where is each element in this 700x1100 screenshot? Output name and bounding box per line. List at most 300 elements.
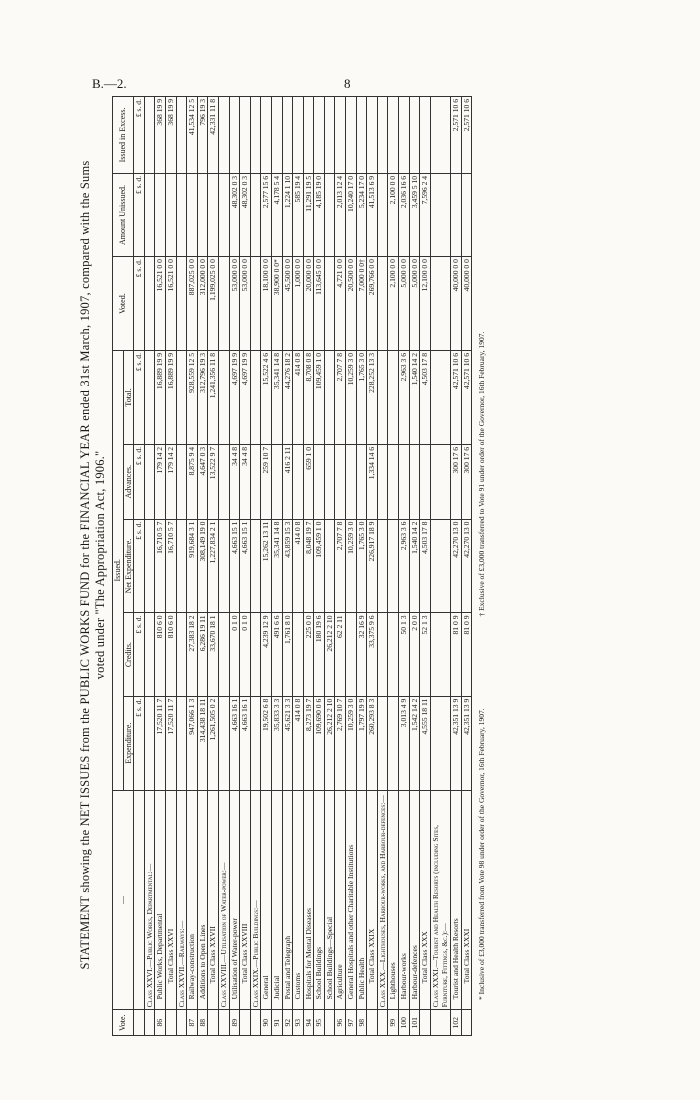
cell-unis: 3,459 5 10 (409, 173, 420, 256)
cell-cred: 225 0 0 (303, 613, 314, 696)
cell-cred: 2 0 0 (409, 613, 420, 696)
row-description: Utilisation of Water-power (229, 790, 240, 1010)
col-expenditure: Expenditure. (123, 696, 134, 790)
cell-exp (430, 696, 450, 790)
vote-number (176, 1010, 187, 1036)
cell-net (324, 519, 335, 613)
cell-exc (356, 97, 367, 174)
row-description: Total Class XXVI (165, 790, 176, 1010)
cell-net: 2,963 3 6 (399, 519, 410, 613)
page-reference: B.—2. (92, 76, 127, 91)
cell-exc (144, 97, 155, 174)
footnote-1: * Inclusive of £3,000 transferred from Vote 98 under order of the Governor, 16th February, 1907. (477, 708, 487, 1000)
cell-net: 16,710 5 7 (155, 519, 166, 613)
cell-unis (451, 173, 462, 256)
cell-exc (346, 97, 357, 174)
row-description: General Hospitals and other Charitable Institutions (346, 790, 357, 1010)
cell-exp (218, 696, 229, 790)
cell-adv (356, 444, 367, 519)
row-description: School Buildings—Special (324, 790, 335, 1010)
cell-voted: 5,000 0 0 (399, 257, 410, 351)
class-heading-row (377, 97, 388, 1036)
cell-tot: 928,559 12 5 (187, 351, 198, 445)
cell-adv (176, 444, 187, 519)
cell-cred: 180 19 6 (314, 613, 325, 696)
cell-net: 42,270 13 0 (451, 519, 462, 613)
footnote-2: † Exclusive of £3,000 transferred to Vote 91 under order of the Governor, 16th February, 1907. (477, 331, 487, 617)
cell-cred: 27,383 18 2 (187, 613, 198, 696)
cell-exc (250, 97, 261, 174)
cell-voted: 20,500 0 0 (346, 257, 357, 351)
table-row (303, 97, 314, 1036)
cell-tot (250, 351, 261, 445)
cell-voted: 5,000 0 0 (409, 257, 420, 351)
units-label: £ s. d. (134, 444, 145, 519)
units-label: £ s. d. (134, 613, 145, 696)
page-number: 8 (344, 76, 351, 91)
cell-tot: 109,459 1 0 (314, 351, 325, 445)
table-row (282, 97, 293, 1036)
cell-exp: 17,520 11 7 (155, 696, 166, 790)
cell-cred: 810 6 0 (165, 613, 176, 696)
cell-exc: 368 19 9 (165, 97, 176, 174)
cell-unis: 41,513 6 9 (367, 173, 378, 256)
cell-unis (187, 173, 198, 256)
cell-exp: 314,438 18 11 (197, 696, 208, 790)
cell-voted: 312,000 0 0 (197, 257, 208, 351)
table-row (261, 97, 272, 1036)
units-label: £ s. d. (134, 257, 145, 351)
cell-cred (176, 613, 187, 696)
row-description: Public Health (356, 790, 367, 1010)
row-description: School Buildings (314, 790, 325, 1010)
cell-exc (218, 97, 229, 174)
cell-exc: 42,331 11 8 (208, 97, 219, 174)
cell-unis: 10,240 17 0 (346, 173, 357, 256)
cell-cred: 50 1 3 (399, 613, 410, 696)
cell-cred: 0 1 0 (229, 613, 240, 696)
cell-adv (399, 444, 410, 519)
cell-voted: 4,721 0 0 (335, 257, 346, 351)
row-description: Lighthouses (388, 790, 399, 1010)
cell-unis (155, 173, 166, 256)
cell-unis: 48,302 0 3 (240, 173, 251, 256)
row-description: Additions to Open Lines (197, 790, 208, 1010)
cell-adv: 34 4 8 (229, 444, 240, 519)
cell-adv: 8,875 9 4 (187, 444, 198, 519)
cell-unis (144, 173, 155, 256)
cell-exp: 17,520 11 7 (165, 696, 176, 790)
cell-exc: 41,534 12 5 (187, 97, 198, 174)
table-row (451, 97, 462, 1036)
cell-net: 8,048 19 7 (303, 519, 314, 613)
cell-exp (144, 696, 155, 790)
row-description: Total Class XXVII (208, 790, 219, 1010)
cell-exp: 42,351 13 9 (461, 696, 472, 790)
cell-exp (176, 696, 187, 790)
cell-exc (282, 97, 293, 174)
cell-net: 1,765 3 0 (356, 519, 367, 613)
cell-net: 109,459 1 0 (314, 519, 325, 613)
row-description: Total Class XXX (420, 790, 431, 1010)
units-label: £ s. d. (134, 696, 145, 790)
statement-title (78, 90, 108, 1040)
cell-net: 4,663 15 1 (240, 519, 251, 613)
cell-net: 43,859 15 3 (282, 519, 293, 613)
cell-cred (346, 613, 357, 696)
table-row (409, 97, 420, 1036)
vote-number (218, 1010, 229, 1036)
units-label: £ s. d. (134, 97, 145, 174)
cell-net: 4,663 15 1 (229, 519, 240, 613)
cell-exc (261, 97, 272, 174)
col-unissued: Amount Unissued. (113, 173, 134, 256)
cell-tot: 44,276 18 2 (282, 351, 293, 445)
vote-number (144, 1010, 155, 1036)
cell-exp: 3,013 4 9 (399, 696, 410, 790)
row-description: Class XXIX.—Public Buildings:— (250, 790, 261, 1010)
cell-tot (377, 351, 388, 445)
cell-exp: 35,833 3 3 (271, 696, 282, 790)
cell-voted: 45,500 0 0 (282, 257, 293, 351)
units-label: £ s. d. (134, 173, 145, 256)
cell-exc (420, 97, 431, 174)
cell-cred: 81 0 9 (451, 613, 462, 696)
row-description: Total Class XXIX (367, 790, 378, 1010)
cell-adv (144, 444, 155, 519)
cell-exp: 26,212 2 10 (324, 696, 335, 790)
cell-voted: 887,025 0 0 (187, 257, 198, 351)
cell-adv: 416 2 11 (282, 444, 293, 519)
table-row (356, 97, 367, 1036)
cell-unis: 7,596 2 4 (420, 173, 431, 256)
cell-voted: 1,000 0 0 (293, 257, 304, 351)
cell-exp: 1,797 19 9 (356, 696, 367, 790)
cell-tot: 414 0 8 (293, 351, 304, 445)
cell-voted: 40,000 0 0 (461, 257, 472, 351)
row-description: Class XXX.—Lighthouses, Harbour-works, and Harbour-defences:— (377, 790, 388, 1010)
cell-exp: 947,066 1 3 (187, 696, 198, 790)
cell-cred: 52 1 3 (420, 613, 431, 696)
cell-tot: 4,697 19 9 (229, 351, 240, 445)
cell-cred: 26,212 2 10 (324, 613, 335, 696)
row-description: Class XXVI.—Public Works, Departmental:— (144, 790, 155, 1010)
class-heading-row (250, 97, 261, 1036)
cell-voted (144, 257, 155, 351)
title-line-2: voted under "The Appropriation Act, 1906." (93, 450, 107, 680)
cell-exc (293, 97, 304, 174)
vote-number: 92 (282, 1010, 293, 1036)
cell-adv: 659 1 0 (303, 444, 314, 519)
cell-unis: 2,036 16 6 (399, 173, 410, 256)
cell-exp: 19,502 6 8 (261, 696, 272, 790)
cell-cred: 0 1 0 (240, 613, 251, 696)
title-line-1: STATEMENT showing the NET ISSUES from the PUBLIC WORKS FUND for the FINANCIAL YEAR ended 31st March, 1907, compared with the Sums (78, 160, 92, 970)
table-row (335, 97, 346, 1036)
cell-voted: 53,000 0 0 (229, 257, 240, 351)
cell-exc (367, 97, 378, 174)
cell-tot (388, 351, 399, 445)
class-heading-row (218, 97, 229, 1036)
cell-adv (271, 444, 282, 519)
cell-exp: 42,351 13 9 (451, 696, 462, 790)
row-description: Railway-construction (187, 790, 198, 1010)
rotated-statement (78, 90, 598, 1040)
cell-cred: 4,239 12 9 (261, 613, 272, 696)
cell-voted: 113,645 0 0 (314, 257, 325, 351)
col-total: Total. (123, 351, 134, 445)
cell-adv: 34 4 8 (240, 444, 251, 519)
class-heading-row (144, 97, 155, 1036)
cell-cred: 62 2 11 (335, 613, 346, 696)
cell-exc (176, 97, 187, 174)
cell-cred (388, 613, 399, 696)
cell-tot: 42,571 10 6 (461, 351, 472, 445)
cell-exp (388, 696, 399, 790)
cell-voted: 12,100 0 0 (420, 257, 431, 351)
cell-tot: 1,540 14 2 (409, 351, 420, 445)
vote-number (420, 1010, 431, 1036)
total-row (208, 97, 219, 1036)
table-row (293, 97, 304, 1036)
vote-number: 94 (303, 1010, 314, 1036)
cell-unis: 2,100 0 0 (388, 173, 399, 256)
vote-number: 97 (346, 1010, 357, 1036)
table-row (314, 97, 325, 1036)
cell-exc (399, 97, 410, 174)
units-label: £ s. d. (134, 351, 145, 445)
cell-net: 10,259 3 0 (346, 519, 357, 613)
cell-adv (335, 444, 346, 519)
class-heading-row (430, 97, 450, 1036)
total-row (240, 97, 251, 1036)
cell-exc (303, 97, 314, 174)
cell-adv: 1,334 14 6 (367, 444, 378, 519)
total-row (420, 97, 431, 1036)
cell-adv (346, 444, 357, 519)
table-body (144, 97, 471, 1036)
cell-adv (293, 444, 304, 519)
cell-unis: 2,013 12 4 (335, 173, 346, 256)
cell-cred: 33,375 9 6 (367, 613, 378, 696)
cell-net (176, 519, 187, 613)
row-description: Class XXVIII.—Utilisation of Water-power:— (218, 790, 229, 1010)
cell-adv: 13,522 9 7 (208, 444, 219, 519)
vote-number (240, 1010, 251, 1036)
cell-unis (377, 173, 388, 256)
cell-unis (461, 173, 472, 256)
cell-net (430, 519, 450, 613)
cell-cred (250, 613, 261, 696)
vote-number (377, 1010, 388, 1036)
cell-adv: 179 14 2 (165, 444, 176, 519)
cell-cred (218, 613, 229, 696)
row-description: Total Class XXVIII (240, 790, 251, 1010)
cell-exp: 2,769 10 7 (335, 696, 346, 790)
col-advances: Advances. (123, 444, 134, 519)
row-description: Harbour-defences (409, 790, 420, 1010)
cell-exc (430, 97, 450, 174)
vote-number: 87 (187, 1010, 198, 1036)
cell-exc (314, 97, 325, 174)
cell-unis: 5,234 17 0 (356, 173, 367, 256)
total-row (165, 97, 176, 1036)
cell-exp: 4,663 16 1 (240, 696, 251, 790)
cell-exc (229, 97, 240, 174)
cell-voted: 2,100 0 0 (388, 257, 399, 351)
cell-exp (250, 696, 261, 790)
cell-exc: 2,571 10 6 (461, 97, 472, 174)
cell-net: 35,341 14 8 (271, 519, 282, 613)
cell-tot: 16,889 19 9 (155, 351, 166, 445)
cell-cred: 1,761 8 0 (282, 613, 293, 696)
cell-tot: 10,259 3 0 (346, 351, 357, 445)
total-row (461, 97, 472, 1036)
table-row (346, 97, 357, 1036)
cell-cred: 6,286 19 11 (197, 613, 208, 696)
cell-cred: 491 6 6 (271, 613, 282, 696)
vote-number (430, 1010, 450, 1036)
vote-number: 101 (409, 1010, 420, 1036)
cell-voted: 20,000 0 0 (303, 257, 314, 351)
cell-exp: 1,542 14 2 (409, 696, 420, 790)
cell-net: 414 0 8 (293, 519, 304, 613)
cell-net: 42,270 13 0 (461, 519, 472, 613)
vote-number: 86 (155, 1010, 166, 1036)
cell-exp (377, 696, 388, 790)
row-description: Judicial (271, 790, 282, 1010)
cell-tot: 15,522 4 6 (261, 351, 272, 445)
cell-exc (271, 97, 282, 174)
cell-tot: 16,889 19 9 (165, 351, 176, 445)
cell-adv: 4,647 0 3 (197, 444, 208, 519)
table-row (399, 97, 410, 1036)
vote-number (250, 1010, 261, 1036)
cell-exc: 2,571 10 6 (451, 97, 462, 174)
cell-tot: 2,963 3 6 (399, 351, 410, 445)
col-net-expenditure: Net Expenditure. (123, 519, 134, 613)
cell-tot: 2,707 7 8 (335, 351, 346, 445)
vote-number (165, 1010, 176, 1036)
vote-number (208, 1010, 219, 1036)
row-description: Class XXXI.—Tourist and Health Resorts (including Sites, Furniture, Fittings, &c.):— (430, 790, 450, 1010)
cell-voted (430, 257, 450, 351)
total-row (367, 97, 378, 1036)
cell-cred: 33,670 18 1 (208, 613, 219, 696)
cell-adv (420, 444, 431, 519)
cell-adv (430, 444, 450, 519)
row-description: Postal and Telegraph (282, 790, 293, 1010)
cell-unis (218, 173, 229, 256)
cell-adv (377, 444, 388, 519)
table-row (187, 97, 198, 1036)
cell-exc (335, 97, 346, 174)
cell-unis (197, 173, 208, 256)
cell-adv: 300 17 6 (451, 444, 462, 519)
cell-cred (144, 613, 155, 696)
cell-tot: 312,796 19 3 (197, 351, 208, 445)
col-voted: Voted. (113, 257, 134, 351)
cell-cred (293, 613, 304, 696)
cell-tot: 4,697 19 9 (240, 351, 251, 445)
cell-tot (324, 351, 335, 445)
cell-net: 1,227,834 2 1 (208, 519, 219, 613)
cell-unis: 11,291 19 5 (303, 173, 314, 256)
cell-exc (240, 97, 251, 174)
vote-number: 93 (293, 1010, 304, 1036)
cell-tot: 4,503 17 8 (420, 351, 431, 445)
cell-voted: 18,100 0 0 (261, 257, 272, 351)
cell-unis (250, 173, 261, 256)
vote-number: 89 (229, 1010, 240, 1036)
cell-adv: 179 14 2 (155, 444, 166, 519)
cell-voted (377, 257, 388, 351)
vote-number: 90 (261, 1010, 272, 1036)
vote-number: 100 (399, 1010, 410, 1036)
vote-number (324, 1010, 335, 1036)
cell-exc (409, 97, 420, 174)
vote-number (461, 1010, 472, 1036)
vote-number: 95 (314, 1010, 325, 1036)
cell-exc (324, 97, 335, 174)
col-description: — (113, 790, 134, 1010)
cell-unis: 4,178 5 4 (271, 173, 282, 256)
cell-net: 1,540 14 2 (409, 519, 420, 613)
cell-exp: 260,293 8 3 (367, 696, 378, 790)
cell-exp: 8,273 19 7 (303, 696, 314, 790)
cell-adv (218, 444, 229, 519)
cell-net: 2,707 7 8 (335, 519, 346, 613)
col-issued: Issued. (113, 351, 124, 791)
vote-number: 91 (271, 1010, 282, 1036)
table-row (155, 97, 166, 1036)
table-row (197, 97, 208, 1036)
vote-number: 99 (388, 1010, 399, 1036)
class-heading-row (176, 97, 187, 1036)
table-row (324, 97, 335, 1036)
cell-adv (388, 444, 399, 519)
row-description: Customs (293, 790, 304, 1010)
cell-unis (208, 173, 219, 256)
cell-unis: 2,577 15 6 (261, 173, 272, 256)
cell-exp: 1,261,505 0 2 (208, 696, 219, 790)
cell-net (218, 519, 229, 613)
cell-tot: 1,765 3 0 (356, 351, 367, 445)
cell-voted (218, 257, 229, 351)
cell-tot (144, 351, 155, 445)
cell-unis (430, 173, 450, 256)
cell-voted: 38,900 0 0* (271, 257, 282, 351)
cell-voted: 1,199,025 0 0 (208, 257, 219, 351)
cell-cred (430, 613, 450, 696)
row-description: General (261, 790, 272, 1010)
cell-unis: 4,185 19 0 (314, 173, 325, 256)
cell-tot: 8,708 0 8 (303, 351, 314, 445)
cell-exp: 109,690 0 6 (314, 696, 325, 790)
cell-net: 16,710 5 7 (165, 519, 176, 613)
cell-adv (324, 444, 335, 519)
footnotes (477, 90, 486, 1000)
vote-number: 96 (335, 1010, 346, 1036)
cell-voted: 7,000 0 0† (356, 257, 367, 351)
cell-net: 226,917 18 9 (367, 519, 378, 613)
cell-exp: 4,555 18 11 (420, 696, 431, 790)
cell-net (144, 519, 155, 613)
cell-exc (377, 97, 388, 174)
cell-cred: 81 0 9 (461, 613, 472, 696)
cell-voted: 53,000 0 0 (240, 257, 251, 351)
row-description: Agriculture (335, 790, 346, 1010)
